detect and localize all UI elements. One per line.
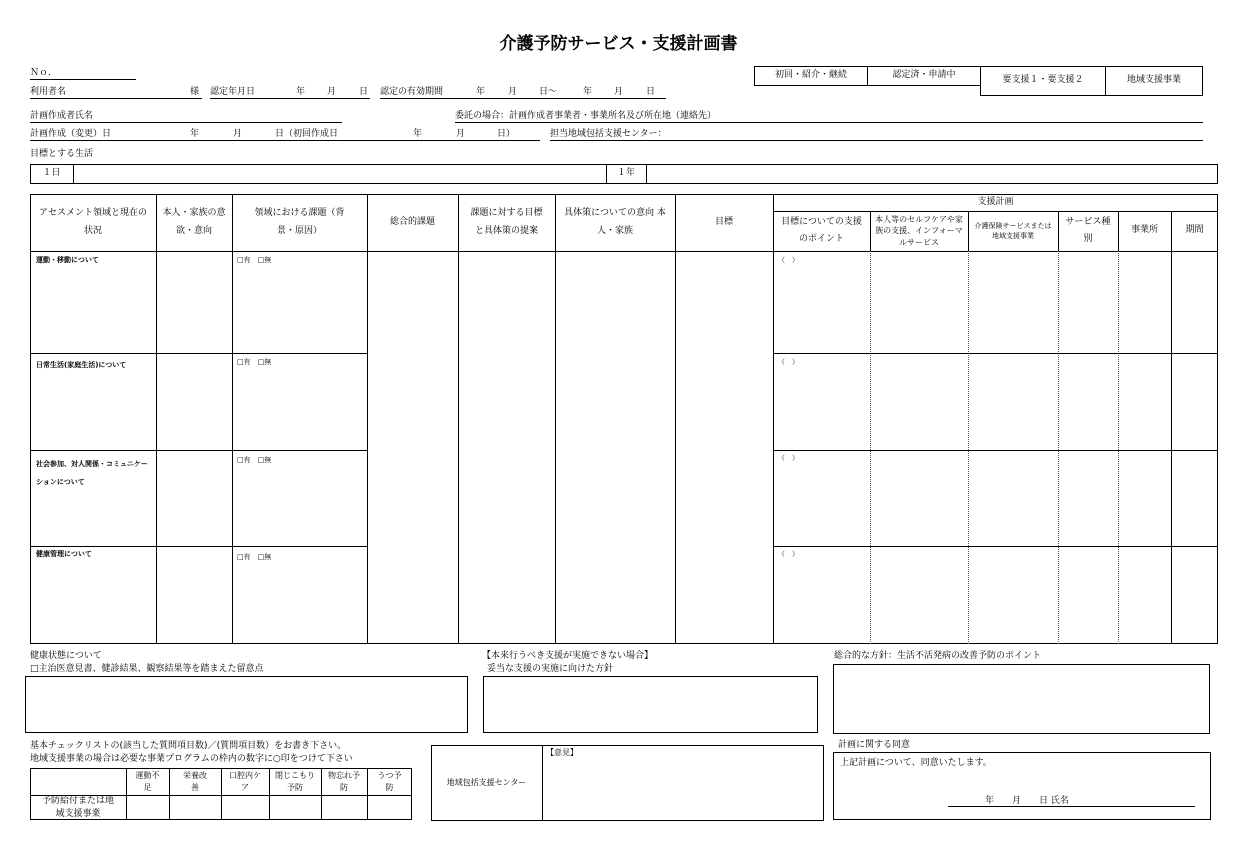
one-day-goal-field[interactable] bbox=[74, 165, 605, 183]
month-label: 月 bbox=[456, 129, 466, 139]
header-proposal: 課題に対する目標と具体策の提案 bbox=[470, 208, 543, 236]
center-label-box: 地域包括支援センター bbox=[446, 778, 527, 788]
row-area-daily-life: 日常生活(家庭生活)について bbox=[36, 361, 127, 369]
status-box-support-level: 要支援１・要支援２ bbox=[1002, 75, 1084, 86]
planner-label: 計画作成者氏名 bbox=[30, 111, 94, 121]
status-box-initial: 初回・紹介・継続 bbox=[774, 70, 847, 81]
page-title: 介護予防サービス・支援計画書 bbox=[499, 34, 738, 54]
checklist-row-label: 予防給付または地域支援事業 bbox=[41, 795, 114, 819]
header-assessment: アセスメント領域と現在の状況 bbox=[39, 208, 147, 236]
header-insurance-service: 介護保険サービスまたは地域支援事業 bbox=[974, 221, 1052, 240]
policy-box[interactable] bbox=[833, 664, 1210, 734]
row-check[interactable]: □有 □無 bbox=[237, 456, 272, 464]
no-label: Ｎｏ． bbox=[30, 68, 58, 78]
status-box-community: 地域支援事業 bbox=[1126, 75, 1181, 86]
header-intention: 本人・家族の意欲・意向 bbox=[162, 208, 226, 236]
header-service-type: サービス種別 bbox=[1065, 216, 1111, 244]
row-mark: （ ） bbox=[778, 550, 799, 558]
month-label: 月 bbox=[327, 87, 337, 97]
day-label: 日 bbox=[646, 87, 656, 97]
row-mark: （ ） bbox=[778, 358, 799, 366]
month-label: 月 bbox=[233, 129, 243, 139]
consent-label: 計画に関する同意 bbox=[838, 740, 911, 750]
goal-life-label: 目標とする生活 bbox=[30, 149, 94, 159]
header-goal: 目標 bbox=[714, 216, 733, 227]
one-year-goal-field[interactable] bbox=[647, 165, 1217, 183]
year-label: 年 bbox=[296, 87, 306, 97]
one-day-label: １日 bbox=[42, 168, 61, 179]
checklist-col-nutrition: 栄養改善 bbox=[183, 770, 207, 792]
header-issues: 領域における課題（背景・原因） bbox=[254, 208, 345, 236]
header-period: 期間 bbox=[1185, 225, 1204, 236]
opinion-label: 【意見】 bbox=[546, 748, 578, 757]
cannot-label: 【本来行うべき支援が実施できない場合】 bbox=[482, 651, 654, 661]
sign-line: 年 月 日 氏名 bbox=[985, 796, 1069, 806]
day-label: 日 bbox=[359, 87, 369, 97]
checklist-col-oral: 口腔内ケア bbox=[229, 770, 261, 792]
opinion-field[interactable] bbox=[546, 760, 820, 818]
one-year-label: １年 bbox=[616, 168, 635, 179]
year-label: 年 bbox=[476, 87, 486, 97]
signature-underline[interactable] bbox=[948, 806, 1195, 807]
health-notes-box[interactable] bbox=[25, 676, 468, 733]
row-check[interactable]: □有 □無 bbox=[237, 553, 272, 561]
cannot-sub: 妥当な支援の実施に向けた方針 bbox=[487, 664, 614, 674]
year-label: 年 bbox=[190, 129, 200, 139]
valid-period-label: 認定の有効期間 bbox=[380, 87, 444, 97]
checklist-col-depression: うつ予防 bbox=[377, 770, 402, 792]
month-label: 月 bbox=[614, 87, 624, 97]
row-mark: （ ） bbox=[778, 256, 799, 264]
user-name-label: 利用者名 bbox=[30, 87, 67, 97]
header-self-care: 本人等のセルフケアや家族の支援、インフォーマルサービス bbox=[875, 214, 963, 247]
cert-date-label: 認定年月日 bbox=[210, 87, 256, 97]
consent-text: 上記計画について、同意いたします。 bbox=[840, 758, 992, 768]
header-general-issues: 総合的課題 bbox=[389, 216, 435, 227]
status-box-certified: 認定済・申請中 bbox=[892, 70, 956, 81]
consign-label: 委託の場合：計画作成者事業者・事業所名及び所在地（連絡先） bbox=[455, 111, 717, 121]
row-mark: （ ） bbox=[778, 454, 799, 462]
checklist-col-memory: 物忘れ予防 bbox=[328, 770, 360, 792]
month-label: 月 bbox=[508, 87, 518, 97]
sama-label: 様 bbox=[190, 87, 200, 97]
row-area-health: 健康管理について bbox=[36, 550, 92, 558]
health-label: 健康状態について bbox=[30, 651, 102, 661]
row-check[interactable]: □有 □無 bbox=[237, 256, 272, 264]
year-label: 年 bbox=[583, 87, 593, 97]
year-label: 年 bbox=[413, 129, 423, 139]
health-sub: □主治医意見書、健診結果、観察結果等を踏まえた留意点 bbox=[30, 664, 264, 674]
header-support-points: 目標についての支援のポイント bbox=[781, 216, 862, 244]
checklist-line1: 基本チェックリストの(該当した質問項目数)／(質問項目数）をお書き下さい。 bbox=[30, 741, 347, 751]
support-plan-table bbox=[30, 194, 1218, 644]
first-plan-label: 日（初回作成日 bbox=[275, 129, 339, 139]
plan-date-label: 計画作成（変更）日 bbox=[30, 129, 112, 139]
header-support-plan: 支援計画 bbox=[977, 196, 1014, 207]
row-check[interactable]: □有 □無 bbox=[237, 358, 272, 366]
row-area-social: 社会参加、対人関係・コミュニケーションについて bbox=[36, 460, 148, 487]
header-intent-specific: 具体策についての意向 本人・家族 bbox=[564, 208, 666, 236]
checklist-col-exercise: 運動不足 bbox=[135, 770, 160, 792]
center-label: 担当地域包括支援センター： bbox=[550, 129, 667, 139]
close-paren-label: 日） bbox=[497, 129, 516, 139]
policy-label: 総合的な方針：生活不活発病の改善予防のポイント bbox=[834, 651, 1042, 661]
checklist-col-withdrawal: 閉じこもり予防 bbox=[275, 770, 315, 792]
checklist-line2: 地域支援事業の場合は必要な事業プログラムの枠内の数字に○印をつけて下さい bbox=[30, 754, 353, 764]
row-area-mobility: 運動・移動について bbox=[36, 256, 99, 264]
cannot-policy-box[interactable] bbox=[483, 676, 818, 733]
header-office: 事業所 bbox=[1130, 225, 1158, 236]
day-tilde-label: 日～ bbox=[539, 87, 558, 97]
